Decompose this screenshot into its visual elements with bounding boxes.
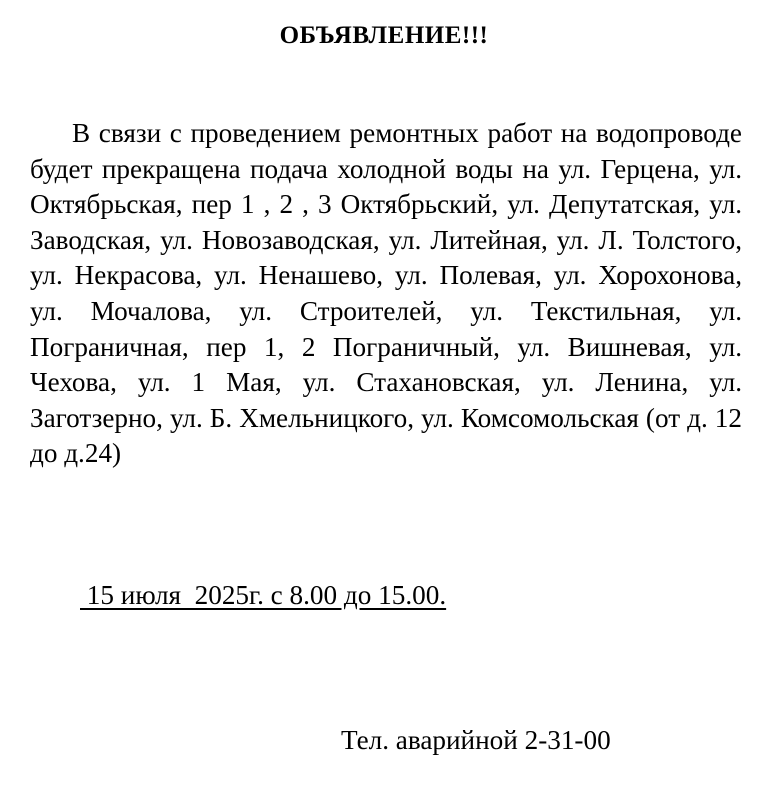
notice-title: ОБЪЯВЛЕНИЕ!!! xyxy=(279,22,489,49)
notice-body: В связи с проведением ремонтных работ на водопроводе будет прекращена подача холодной воды на ул. Герцена, ул. Октябрьская, пер 1 , 2 , 3 Октябрьский, ул. Депутатская, ул. Заводская, ул. Новозаводская, ул. Литейная, ул. Л. Толстого, ул. Некрасова, ул. Ненашево, ул. Полевая, ул. Хорохонова, ул. Мочалова, ул. Строителей, ул. Текстильная, ул. Пограничная, пер 1, 2 Пограничный, ул. Вишневая, ул. Чехова, ул. 1 Мая, ул. Стахановская, ул. Ленина, ул. Заготзерно, ул. Б. Хмельницкого, ул. Комсомольская (от д. 12 до д.24) xyxy=(30,118,742,469)
outage-date-time: 15 июля 2025г. с 8.00 до 15.00. xyxy=(80,580,447,610)
emergency-phone: Тел. аварийной 2-31-00 xyxy=(341,725,611,755)
